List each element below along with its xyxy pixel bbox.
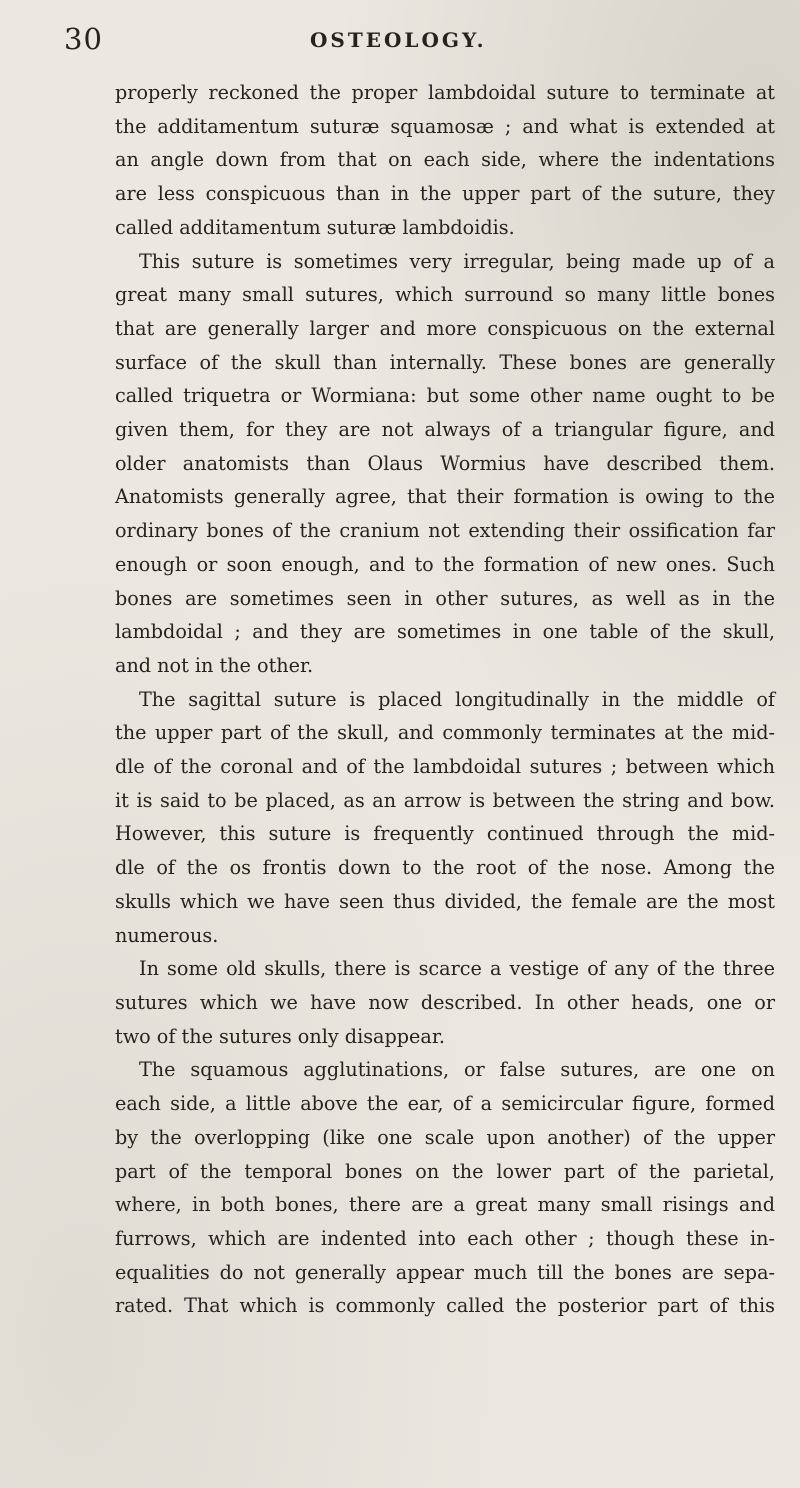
text-line: skulls which we have seen thus divided, the female are the most (115, 889, 775, 913)
text-line: bones are sometimes seen in other sutures, as well as in the (115, 586, 775, 610)
running-head: OSTEOLOGY. (310, 28, 487, 52)
text-line: equalities do not generally appear much till the bones are sepa- (115, 1260, 775, 1284)
text-line: In some old skulls, there is scarce a vestige of any of the three (139, 957, 775, 981)
text-line: called additamentum suturæ lambdoidis. (115, 215, 515, 239)
text-line: furrows, which are indented into each other ; though these in- (115, 1226, 775, 1250)
text-line: where, in both bones, there are a great many small risings and (115, 1193, 775, 1217)
page-header (64, 22, 704, 56)
text-line: dle of the os frontis down to the root of the nose. Among the (115, 856, 775, 880)
text-line: numerous. (115, 923, 219, 947)
text-line: part of the temporal bones on the lower part of the parietal, (115, 1159, 775, 1183)
text-line: This suture is sometimes very irregular, being made up of a (139, 249, 775, 273)
text-line: rated. That which is commonly called the posterior part of this (115, 1294, 775, 1318)
text-line: great many small sutures, which surround so many little bones (115, 283, 775, 307)
text-line: Anatomists generally agree, that their formation is owing to the (115, 485, 775, 509)
text-line: ordinary bones of the cranium not extending their ossification far (115, 519, 775, 543)
text-line: The sagittal suture is placed longitudinally in the middle of (139, 687, 775, 711)
text-line: called triquetra or Wormiana: but some other name ought to be (115, 384, 775, 408)
text-line: the upper part of the skull, and commonly terminates at the mid- (115, 721, 775, 745)
text-line: enough or soon enough, and to the formation of new ones. Such (115, 552, 775, 576)
text-line: the additamentum suturæ squamosæ ; and what is extended at (115, 114, 775, 138)
text-line: surface of the skull than internally. These bones are generally (115, 350, 775, 374)
text-line: older anatomists than Olaus Wormius have described them. (115, 451, 775, 475)
text-line: dle of the coronal and of the lambdoidal sutures ; between which (115, 755, 775, 779)
text-line: given them, for they are not always of a triangular figure, and (115, 418, 775, 442)
text-line: each side, a little above the ear, of a semicircular figure, formed (115, 1092, 775, 1116)
text-line: However, this suture is frequently continued through the mid- (115, 822, 775, 846)
text-line: lambdoidal ; and they are sometimes in one table of the skull, (115, 620, 775, 644)
text-line: an angle down from that on each side, where the indentations (115, 148, 775, 172)
text-line: that are generally larger and more conspicuous on the external (115, 316, 775, 340)
text-line: sutures which we have now described. In other heads, one or (115, 990, 775, 1014)
text-line: two of the sutures only disappear. (115, 1024, 446, 1048)
text-line: and not in the other. (115, 653, 314, 677)
text-line: by the overlopping (like one scale upon another) of the upper (115, 1125, 775, 1149)
body-text (115, 76, 775, 1323)
text-line: are less conspicuous than in the upper part of the suture, they (115, 182, 775, 206)
page-number: 30 (64, 22, 103, 56)
text-line: it is said to be placed, as an arrow is between the string and bow. (115, 788, 775, 812)
text-line: properly reckoned the proper lambdoidal suture to terminate at (115, 81, 775, 104)
text-line: The squamous agglutinations, or false sutures, are one on (139, 1058, 775, 1082)
